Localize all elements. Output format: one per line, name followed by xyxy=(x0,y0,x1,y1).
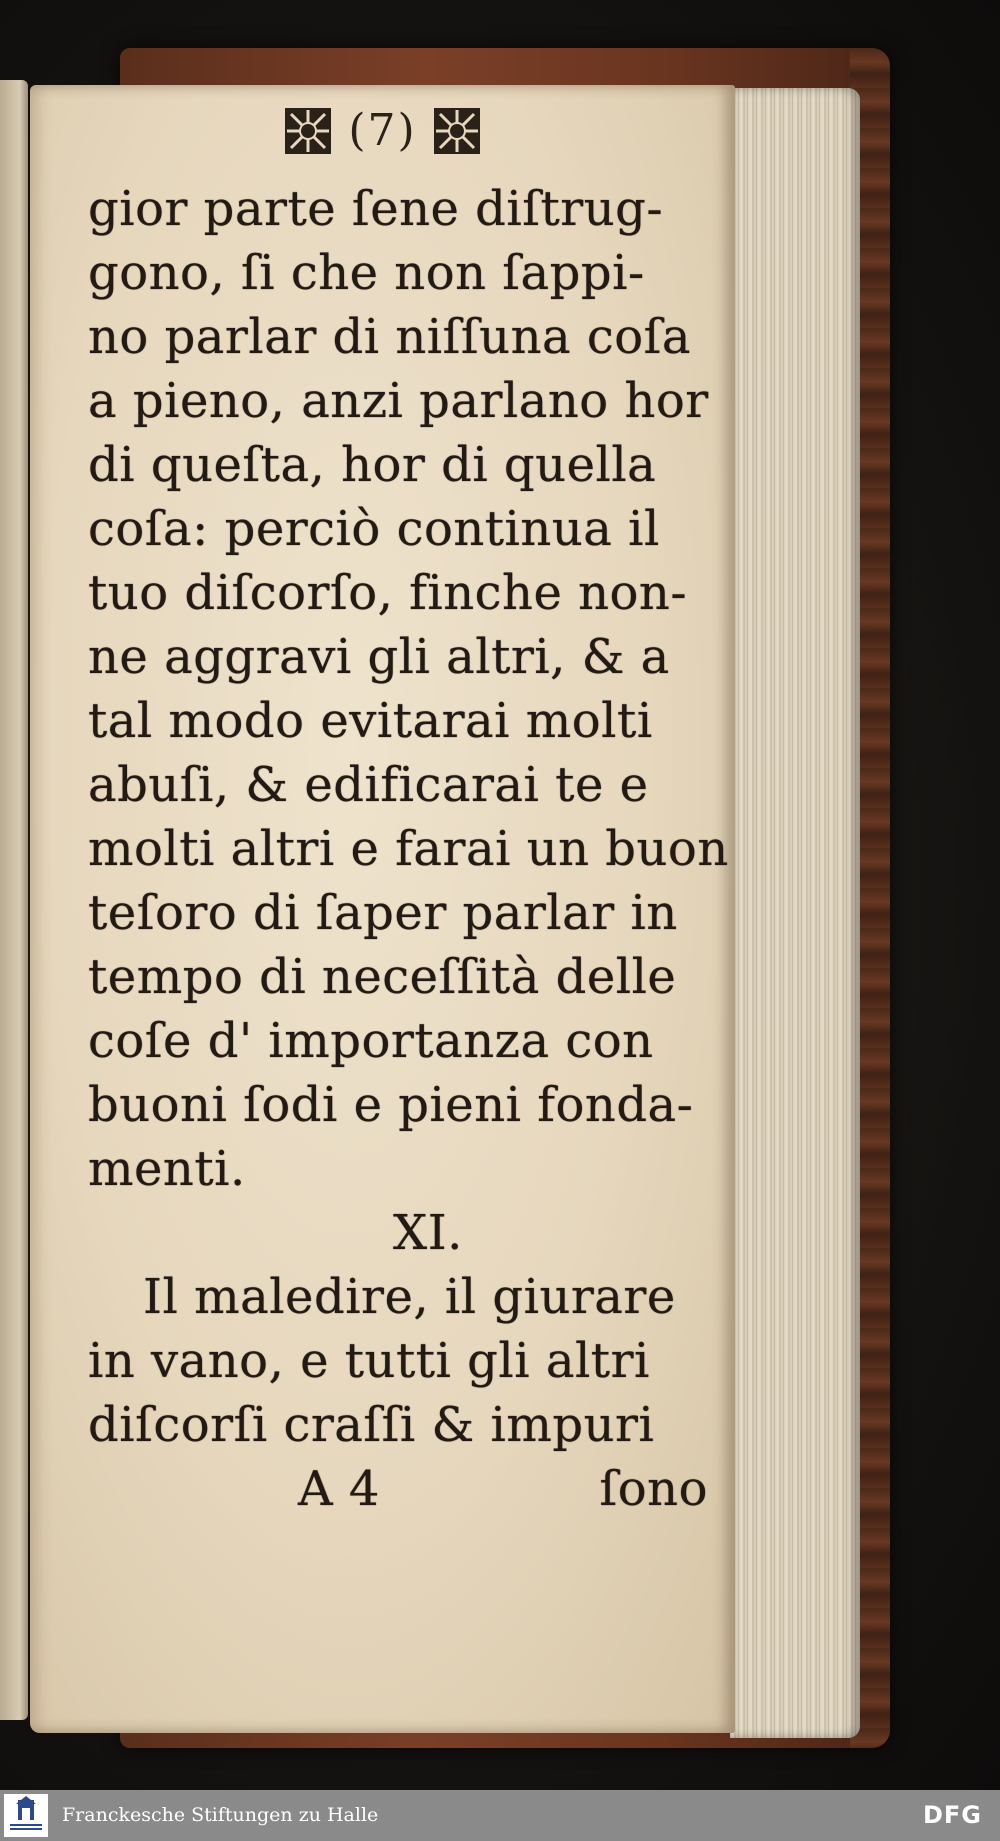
text-line: tuo diſcorſo, finche non- xyxy=(88,565,688,621)
text-line: coſe d' importanza con xyxy=(88,1013,654,1069)
printer-ornament-icon xyxy=(283,106,333,156)
text-line: tempo di neceſſità delle xyxy=(88,949,677,1005)
franckesche-stiftungen-logo-icon[interactable] xyxy=(4,1794,48,1837)
facing-page-edge xyxy=(0,80,28,1720)
dfg-logo[interactable]: DFG xyxy=(922,1801,982,1829)
printer-ornament-icon xyxy=(432,106,482,156)
text-line: molti altri e farai un buon xyxy=(88,821,729,877)
institution-name[interactable]: Franckesche Stiftungen zu Halle xyxy=(62,1804,379,1826)
text-line: no parlar di niſſuna coſa xyxy=(88,309,692,365)
text-line: gono, ſi che non ſappi- xyxy=(88,245,645,301)
text-line: teſoro di ſaper parlar in xyxy=(88,885,678,941)
signature-mark: A 4 xyxy=(298,1461,380,1517)
text-line: in vano, e tutti gli altri xyxy=(88,1333,650,1389)
text-line: gior parte ſene diſtrug- xyxy=(88,181,664,237)
footer-bar xyxy=(0,1790,1000,1841)
text-line: coſa: perciò continua il xyxy=(88,501,660,557)
page-fore-edge xyxy=(730,88,860,1738)
text-line: a pieno, anzi parlano hor xyxy=(88,373,709,429)
page-number: (7) xyxy=(348,105,417,156)
signature-line xyxy=(88,1457,708,1521)
text-line: Il maledire, il giurare xyxy=(143,1269,676,1325)
text-line: ne aggravi gli altri, & a xyxy=(88,629,670,685)
text-line: abuſi, & edificarai te e xyxy=(88,757,649,813)
catchword: ſono xyxy=(599,1461,708,1517)
text-line: menti. xyxy=(88,1141,246,1197)
page-header xyxy=(30,105,735,175)
text-line: diſcorſi craſſi & impuri xyxy=(88,1397,655,1453)
text-line: buoni ſodi e pieni fonda- xyxy=(88,1077,694,1133)
section-heading: XI. xyxy=(393,1205,463,1261)
page-text xyxy=(88,177,729,1521)
text-line: di queſta, hor di quella xyxy=(88,437,657,493)
book-page xyxy=(30,85,735,1733)
text-line: tal modo evitarai molti xyxy=(88,693,653,749)
